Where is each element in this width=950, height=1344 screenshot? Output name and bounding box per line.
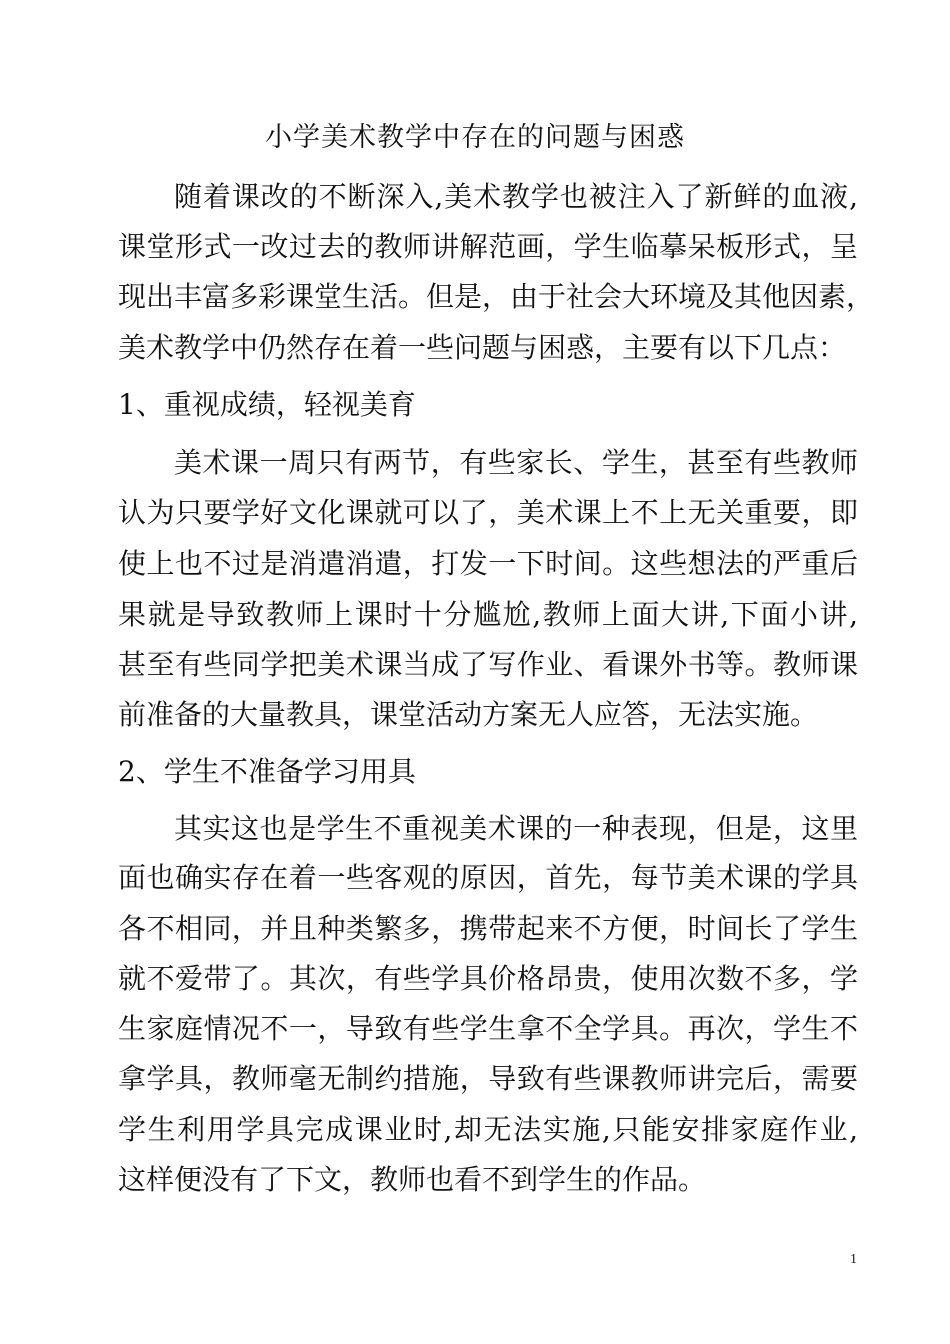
paragraph-line: 拿学具，教师毫无制约措施，导致有些课教师讲完后，需要 [118, 1062, 858, 1095]
paragraph-line: 果就是导致教师上课时十分尴尬,教师上面大讲,下面小讲, [118, 598, 858, 631]
intro-line: 美术教学中仍然存在着一些问题与困惑，主要有以下几点： [118, 331, 847, 364]
document-title: 小学美术教学中存在的问题与困惑 [265, 122, 685, 153]
paragraph-line: 美术课一周只有两节，有些家长、学生，甚至有些教师 [174, 446, 858, 479]
paragraph-line: 甚至有些同学把美术课当成了写作业、看课外书等。教师课 [118, 648, 858, 681]
intro-line: 课堂形式一改过去的教师讲解范画，学生临摹呆板形式，呈 [118, 230, 858, 263]
paragraph-line: 面也确实存在着一些客观的原因，首先，每节美术课的学具 [118, 861, 858, 894]
paragraph-line: 其实这也是学生不重视美术课的一种表现，但是，这里 [174, 812, 858, 845]
paragraph-line: 就不爱带了。其次，有些学具价格昂贵，使用次数不多，学 [118, 962, 858, 995]
paragraph-line: 使上也不过是消遣消遣，打发一下时间。这些想法的严重后 [118, 547, 858, 580]
section-heading: 1、重视成绩，轻视美育 [118, 388, 416, 421]
paragraph-line: 认为只要学好文化课就可以了，美术课上不上无关重要，即 [118, 496, 858, 529]
paragraph-line: 各不相同，并且种类繁多，携带起来不方便，时间长了学生 [118, 912, 858, 945]
paragraph-line: 这样便没有了下文，教师也看不到学生的作品。 [118, 1163, 707, 1196]
paragraph-line: 前准备的大量教具，课堂活动方案无人应答，无法实施。 [118, 698, 819, 731]
paragraph-line: 学生利用学具完成课业时,却无法实施,只能安排家庭作业, [118, 1113, 858, 1146]
section-heading: 2、学生不准备学习用具 [118, 755, 416, 788]
intro-line: 现出丰富多彩课堂生活。但是，由于社会大环境及其他因素， [118, 280, 875, 313]
intro-line: 随着课改的不断深入,美术教学也被注入了新鲜的血液, [174, 180, 858, 213]
paragraph-line: 生家庭情况不一，导致有些学生拿不全学具。再次，学生不 [118, 1012, 858, 1045]
page-number: 1 [850, 1252, 857, 1267]
